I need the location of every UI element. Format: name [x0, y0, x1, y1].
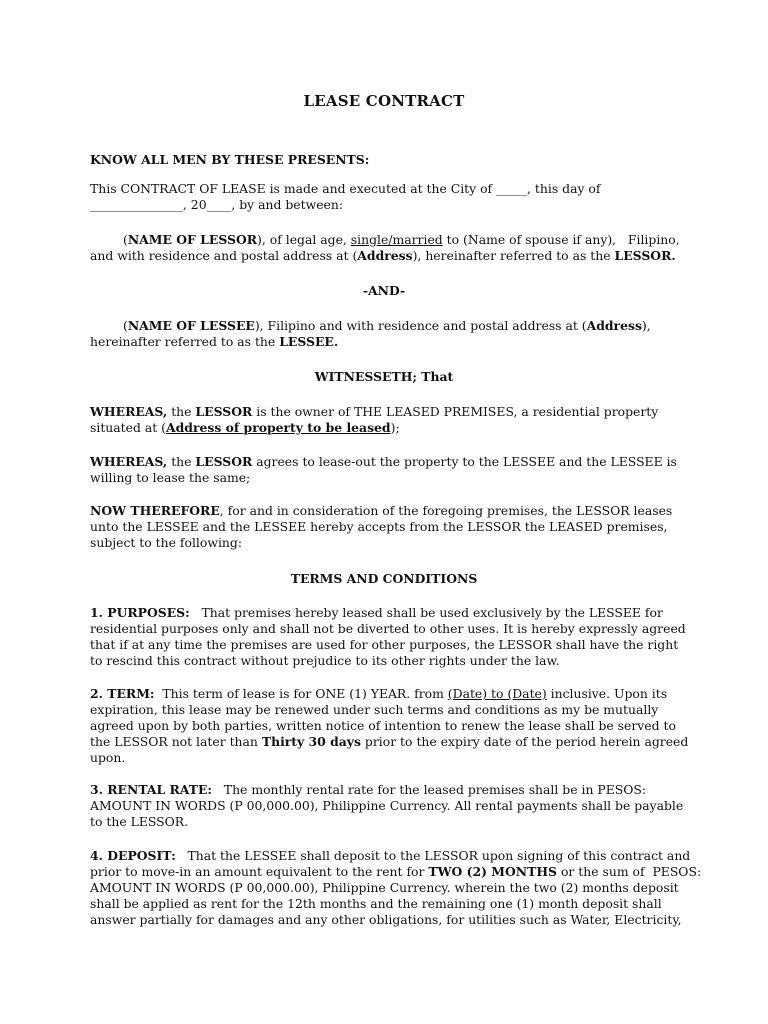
whereas-2-lessor: LESSOR: [195, 454, 253, 469]
term-notice-days: Thirty 30 days: [261, 734, 361, 749]
term-line-4: [90, 734, 689, 750]
lessee-paragraph: [90, 318, 680, 350]
lessee-line-2: [90, 334, 680, 350]
intro-line-1: This CONTRACT OF LEASE is made and executed at the City of _____, this day of: [90, 181, 601, 196]
now-therefore-paragraph: [90, 503, 680, 551]
purposes-line-3: that if at any time the premises are used for other purposes, the LESSOR shall have the right: [90, 637, 679, 652]
term-text-1: This term of lease is for ONE (1) YEAR. from: [154, 686, 448, 701]
lessee-open-paren: (: [123, 318, 128, 333]
whereas-1-lessor: LESSOR: [195, 404, 253, 419]
witnesseth-heading: [0, 369, 768, 385]
whereas-1-text-1: the: [167, 404, 196, 419]
and-text: -AND-: [362, 283, 406, 298]
now-therefore-text-1: , for and in consideration of the foregoing premises, the LESSOR leases: [219, 503, 673, 518]
whereas-2-label: WHEREAS,: [90, 454, 168, 469]
know-all-text: KNOW ALL MEN BY THESE PRESENTS:: [90, 152, 370, 167]
lessor-text-2: to (Name of spouse if any), Filipino,: [442, 232, 680, 247]
lessee-text-1: ), Filipino and with residence and postal address at (: [254, 318, 587, 333]
lessor-address: Address: [357, 248, 413, 263]
purposes-line-2: residential purposes only and shall not be diverted to other uses. It is hereby expressly agreed: [90, 621, 686, 636]
lessor-line-1: [90, 232, 680, 248]
whereas-1-text-3: situated at (: [90, 420, 166, 435]
lessor-open-paren: (: [123, 232, 128, 247]
purposes-line-4: to rescind this contract without prejudice to its other rights under the law.: [90, 653, 560, 668]
whereas-1-line-1: [90, 404, 680, 420]
clause-term: [90, 686, 689, 766]
whereas-1-line-2: [90, 420, 680, 436]
term-text-2: inclusive. Upon its: [546, 686, 668, 701]
clause-rental-rate: [90, 782, 684, 830]
property-address: Address of property to be leased: [166, 420, 391, 435]
term-text-4: prior to the expiry date of the period herein agreed: [360, 734, 689, 749]
whereas-1-paragraph: [90, 404, 680, 436]
now-therefore-line-1: [90, 503, 680, 519]
lessee-line-1: [90, 318, 680, 334]
lessor-text-4: ), hereinafter referred to as the: [412, 248, 615, 263]
lessee-role: LESSEE.: [279, 334, 339, 349]
lessor-text-1: ), of legal age,: [257, 232, 351, 247]
whereas-2-line-1: [90, 454, 680, 470]
purposes-line-1: [90, 605, 680, 621]
whereas-2-line-2: willing to lease the same;: [90, 470, 251, 485]
lessor-paragraph: [90, 232, 680, 264]
lessee-text-2: ),: [641, 318, 651, 333]
whereas-2-text-2: agrees to lease-out the property to the LESSEE and the LESSEE is: [252, 454, 677, 469]
now-therefore-label: NOW THEREFORE: [90, 503, 220, 518]
and-separator: [0, 283, 768, 299]
lessor-text-3: and with residence and postal address at (: [90, 248, 358, 263]
lessor-civil-status: single/married: [350, 232, 443, 247]
term-line-1: [90, 686, 680, 702]
rental-line-2: AMOUNT IN WORDS (P 00,000.00), Philippine Currency. All rental payments shall be payable: [90, 798, 684, 813]
whereas-1-label: WHEREAS,: [90, 404, 168, 419]
know-all-heading: [90, 152, 680, 168]
deposit-text-3: or the sum of PESOS:: [557, 864, 702, 879]
term-text-3: the LESSOR not later than: [90, 734, 262, 749]
deposit-line-3: AMOUNT IN WORDS (P 00,000.00), Philippine Currency. wherein the two (2) months deposit: [90, 880, 679, 895]
deposit-text-2: prior to move-in an amount equivalent to the rent for: [90, 864, 429, 879]
purposes-text-1: That premises hereby leased shall be used exclusively by the LESSEE for: [189, 605, 663, 620]
term-line-3: agreed upon by both parties, written notice of intention to renew the lease shall be served to: [90, 718, 676, 733]
intro-line-2: _______________, 20____, by and between:: [90, 197, 344, 212]
deposit-line-1: [90, 848, 691, 864]
purposes-label: 1. PURPOSES:: [90, 605, 190, 620]
intro-paragraph: [90, 181, 680, 213]
lessee-name: NAME OF LESSEE: [127, 318, 255, 333]
rental-line-3: to the LESSOR.: [90, 814, 189, 829]
lessee-address: Address: [586, 318, 642, 333]
terms-heading: [0, 571, 768, 587]
whereas-1-text-2: is the owner of THE LEASED PREMISES, a residential property: [252, 404, 659, 419]
clause-purposes: [90, 605, 686, 669]
lessee-text-3: hereinafter referred to as the: [90, 334, 280, 349]
whereas-1-text-4: );: [390, 420, 400, 435]
rental-line-1: [90, 782, 680, 798]
term-line-2: expiration, this lease may be renewed under such terms and conditions as my be mutually: [90, 702, 659, 717]
document-title: LEASE CONTRACT: [303, 92, 465, 110]
clause-deposit: [90, 848, 702, 928]
rental-text-1: The monthly rental rate for the leased premises shall be in PESOS:: [211, 782, 647, 797]
witnesseth-text: WITNESSETH; That: [314, 369, 454, 384]
term-line-5: upon.: [90, 750, 126, 765]
rental-label: 3. RENTAL RATE:: [90, 782, 212, 797]
deposit-text-1: That the LESSEE shall deposit to the LESSOR upon signing of this contract and: [175, 848, 691, 863]
whereas-2-paragraph: [90, 454, 680, 486]
deposit-line-4: shall be applied as rent for the 12th months and the remaining one (1) month deposit shall: [90, 896, 662, 911]
lessor-name: NAME OF LESSOR: [127, 232, 258, 247]
term-dates: (Date) to (Date): [447, 686, 547, 701]
lessor-line-2: [90, 248, 680, 264]
deposit-label: 4. DEPOSIT:: [90, 848, 176, 863]
deposit-months: TWO (2) MONTHS: [428, 864, 557, 879]
term-label: 2. TERM:: [90, 686, 155, 701]
deposit-line-2: [90, 864, 702, 880]
lessor-role: LESSOR.: [614, 248, 676, 263]
terms-heading-text: TERMS AND CONDITIONS: [290, 571, 478, 586]
whereas-2-text-1: the: [167, 454, 196, 469]
now-therefore-line-2: unto the LESSEE and the LESSEE hereby accepts from the LESSOR the LEASED premises,: [90, 519, 668, 534]
deposit-line-5: answer partially for damages and any other obligations, for utilities such as Water, Electricity,: [90, 912, 682, 927]
now-therefore-line-3: subject to the following:: [90, 535, 242, 550]
